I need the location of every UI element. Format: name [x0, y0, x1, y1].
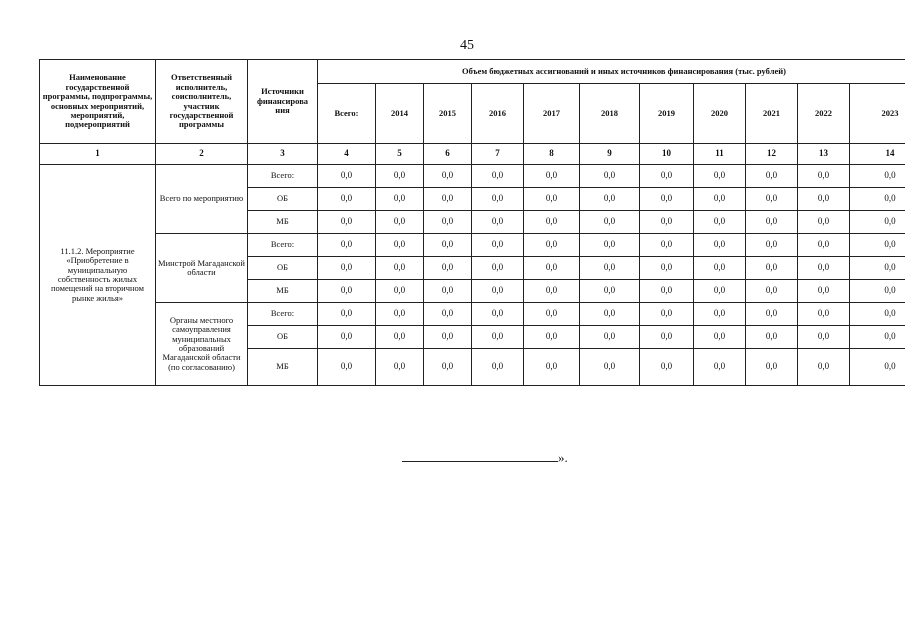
header-year: 2014 — [376, 84, 424, 144]
executor-name: Органы местного самоуправления муниципальных образований Магаданской области (по согласованию) — [156, 303, 248, 386]
header-year: 2023 — [850, 84, 905, 144]
amount-cell: 0,0 — [424, 211, 472, 234]
amount-cell: 0,0 — [640, 234, 694, 257]
executor-name: Минстрой Магаданской области — [156, 234, 248, 303]
amount-cell: 0,0 — [524, 303, 580, 326]
amount-cell: 0,0 — [318, 188, 376, 211]
amount-cell: 0,0 — [746, 303, 798, 326]
column-number: 14 — [850, 144, 905, 165]
table-row — [40, 165, 905, 188]
amount-cell: 0,0 — [640, 326, 694, 349]
amount-cell: 0,0 — [850, 303, 905, 326]
amount-cell: 0,0 — [424, 234, 472, 257]
amount-cell: 0,0 — [694, 234, 746, 257]
amount-cell: 0,0 — [376, 165, 424, 188]
amount-cell: 0,0 — [746, 326, 798, 349]
amount-cell: 0,0 — [798, 188, 850, 211]
table-row — [40, 303, 905, 326]
table-body — [40, 144, 905, 386]
amount-cell: 0,0 — [850, 211, 905, 234]
amount-cell: 0,0 — [318, 326, 376, 349]
header-program: Наименование государственной программы, подпрограммы, основных мероприятий, мероприятий, подмероприятий — [40, 60, 156, 144]
amount-cell: 0,0 — [524, 188, 580, 211]
amount-cell: 0,0 — [798, 257, 850, 280]
signature-underline — [402, 461, 558, 462]
amount-cell: 0,0 — [580, 211, 640, 234]
column-number: 7 — [472, 144, 524, 165]
amount-cell: 0,0 — [746, 211, 798, 234]
amount-cell: 0,0 — [524, 234, 580, 257]
closing-quote: ». — [558, 450, 568, 465]
column-number: 10 — [640, 144, 694, 165]
amount-cell: 0,0 — [472, 349, 524, 386]
amount-cell: 0,0 — [424, 349, 472, 386]
amount-cell: 0,0 — [376, 257, 424, 280]
amount-cell: 0,0 — [376, 326, 424, 349]
amount-cell: 0,0 — [318, 234, 376, 257]
amount-cell: 0,0 — [850, 349, 905, 386]
header-year: 2016 — [472, 84, 524, 144]
amount-cell: 0,0 — [640, 349, 694, 386]
amount-cell: 0,0 — [472, 211, 524, 234]
amount-cell: 0,0 — [746, 165, 798, 188]
funding-source: МБ — [248, 349, 318, 386]
table-header — [40, 60, 905, 144]
amount-cell: 0,0 — [694, 326, 746, 349]
amount-cell: 0,0 — [850, 234, 905, 257]
funding-source: МБ — [248, 211, 318, 234]
amount-cell: 0,0 — [694, 303, 746, 326]
amount-cell: 0,0 — [318, 280, 376, 303]
amount-cell: 0,0 — [850, 165, 905, 188]
amount-cell: 0,0 — [424, 280, 472, 303]
column-number: 6 — [424, 144, 472, 165]
amount-cell: 0,0 — [580, 188, 640, 211]
column-number: 13 — [798, 144, 850, 165]
column-number-row — [40, 144, 905, 165]
header-volume: Объем бюджетных ассигнований и иных источников финансирования (тыс. рублей) — [318, 60, 905, 84]
amount-cell: 0,0 — [318, 349, 376, 386]
table-row — [40, 234, 905, 257]
column-number: 8 — [524, 144, 580, 165]
amount-cell: 0,0 — [580, 349, 640, 386]
header-year: 2020 — [694, 84, 746, 144]
amount-cell: 0,0 — [850, 326, 905, 349]
funding-source: Всего: — [248, 303, 318, 326]
header-year: 2017 — [524, 84, 580, 144]
amount-cell: 0,0 — [640, 165, 694, 188]
header-year: 2015 — [424, 84, 472, 144]
amount-cell: 0,0 — [524, 280, 580, 303]
amount-cell: 0,0 — [640, 257, 694, 280]
amount-cell: 0,0 — [640, 303, 694, 326]
amount-cell: 0,0 — [694, 257, 746, 280]
amount-cell: 0,0 — [640, 211, 694, 234]
amount-cell: 0,0 — [472, 234, 524, 257]
column-number: 5 — [376, 144, 424, 165]
amount-cell: 0,0 — [746, 234, 798, 257]
amount-cell: 0,0 — [318, 257, 376, 280]
amount-cell: 0,0 — [318, 211, 376, 234]
header-year: 2022 — [798, 84, 850, 144]
funding-source: ОБ — [248, 188, 318, 211]
amount-cell: 0,0 — [798, 326, 850, 349]
amount-cell: 0,0 — [424, 188, 472, 211]
amount-cell: 0,0 — [524, 257, 580, 280]
amount-cell: 0,0 — [524, 211, 580, 234]
amount-cell: 0,0 — [798, 303, 850, 326]
header-year: 2019 — [640, 84, 694, 144]
amount-cell: 0,0 — [376, 303, 424, 326]
amount-cell: 0,0 — [694, 165, 746, 188]
header-year: 2018 — [580, 84, 640, 144]
amount-cell: 0,0 — [524, 326, 580, 349]
header-sources: Источники финансирова ния — [248, 60, 318, 144]
amount-cell: 0,0 — [472, 165, 524, 188]
amount-cell: 0,0 — [640, 280, 694, 303]
column-number: 11 — [694, 144, 746, 165]
column-number: 1 — [40, 144, 156, 165]
amount-cell: 0,0 — [580, 257, 640, 280]
amount-cell: 0,0 — [850, 280, 905, 303]
amount-cell: 0,0 — [798, 234, 850, 257]
amount-cell: 0,0 — [798, 280, 850, 303]
amount-cell: 0,0 — [694, 280, 746, 303]
column-number: 3 — [248, 144, 318, 165]
funding-source: ОБ — [248, 257, 318, 280]
amount-cell: 0,0 — [524, 349, 580, 386]
amount-cell: 0,0 — [694, 211, 746, 234]
activity-name: 11.1.2. Мероприятие «Приобретение в муниципальную собственность жилых помещений на вторичном рынке жилья» — [40, 165, 156, 386]
header-year: 2021 — [746, 84, 798, 144]
amount-cell: 0,0 — [376, 211, 424, 234]
amount-cell: 0,0 — [850, 188, 905, 211]
amount-cell: 0,0 — [424, 257, 472, 280]
amount-cell: 0,0 — [798, 165, 850, 188]
amount-cell: 0,0 — [376, 188, 424, 211]
amount-cell: 0,0 — [694, 188, 746, 211]
funding-source: Всего: — [248, 165, 318, 188]
amount-cell: 0,0 — [580, 280, 640, 303]
amount-cell: 0,0 — [376, 280, 424, 303]
amount-cell: 0,0 — [798, 211, 850, 234]
amount-cell: 0,0 — [472, 280, 524, 303]
funding-source: МБ — [248, 280, 318, 303]
amount-cell: 0,0 — [694, 349, 746, 386]
amount-cell: 0,0 — [746, 257, 798, 280]
executor-name: Всего по мероприятию — [156, 165, 248, 234]
amount-cell: 0,0 — [424, 326, 472, 349]
amount-cell: 0,0 — [580, 165, 640, 188]
amount-cell: 0,0 — [472, 188, 524, 211]
amount-cell: 0,0 — [524, 165, 580, 188]
amount-cell: 0,0 — [472, 326, 524, 349]
funding-source: ОБ — [248, 326, 318, 349]
amount-cell: 0,0 — [376, 234, 424, 257]
budget-table — [39, 59, 905, 386]
amount-cell: 0,0 — [424, 165, 472, 188]
column-number: 9 — [580, 144, 640, 165]
amount-cell: 0,0 — [850, 257, 905, 280]
amount-cell: 0,0 — [318, 165, 376, 188]
amount-cell: 0,0 — [746, 188, 798, 211]
amount-cell: 0,0 — [472, 303, 524, 326]
amount-cell: 0,0 — [640, 188, 694, 211]
amount-cell: 0,0 — [472, 257, 524, 280]
column-number: 4 — [318, 144, 376, 165]
amount-cell: 0,0 — [376, 349, 424, 386]
column-number: 2 — [156, 144, 248, 165]
column-number: 12 — [746, 144, 798, 165]
amount-cell: 0,0 — [318, 303, 376, 326]
page-number: 45 — [460, 38, 474, 53]
amount-cell: 0,0 — [424, 303, 472, 326]
amount-cell: 0,0 — [580, 303, 640, 326]
amount-cell: 0,0 — [746, 280, 798, 303]
amount-cell: 0,0 — [580, 326, 640, 349]
header-executor: Ответственный исполнитель, соисполнитель, участник государственной программы — [156, 60, 248, 144]
amount-cell: 0,0 — [580, 234, 640, 257]
amount-cell: 0,0 — [746, 349, 798, 386]
header-total: Всего: — [318, 84, 376, 144]
amount-cell: 0,0 — [798, 349, 850, 386]
funding-source: Всего: — [248, 234, 318, 257]
